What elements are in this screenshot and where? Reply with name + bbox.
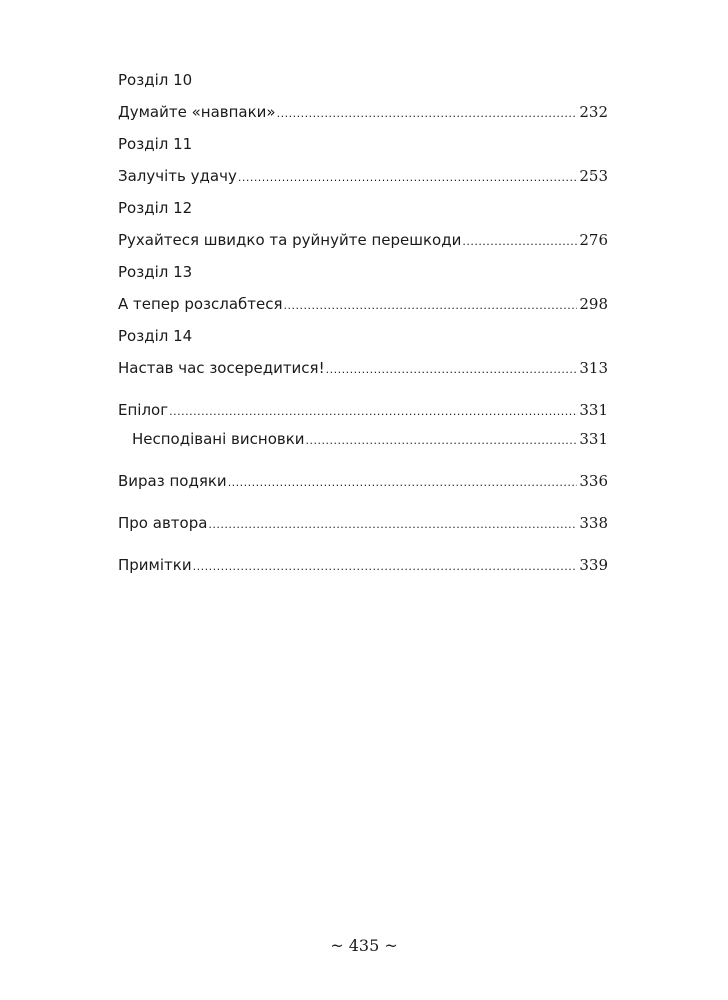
toc-entry-title: Рухайтеся швидко та руйнуйте перешкоди: [118, 231, 462, 249]
leader-dots: [169, 402, 577, 422]
toc-entry-page: 253: [579, 167, 608, 185]
toc-entry-page: 298: [579, 295, 608, 313]
toc-entry-chapter-11[interactable]: [118, 166, 608, 186]
toc-entry-page: 232: [579, 103, 608, 121]
toc-entry-notes[interactable]: [118, 555, 608, 575]
toc-entry-title: Епілог: [118, 401, 169, 419]
chapter-10-label: Розділ 10: [118, 71, 193, 89]
toc-entry-author[interactable]: [118, 513, 608, 533]
leader-dots: [326, 360, 578, 380]
toc-entry-page: 313: [579, 359, 608, 377]
leader-dots: [208, 515, 577, 535]
toc-entry-chapter-14[interactable]: [118, 358, 608, 378]
toc-entry-page: 338: [579, 514, 608, 532]
toc-entry-title: Настав час зосередитися!: [118, 359, 325, 377]
leader-dots: [284, 296, 578, 316]
toc-entry-page: 339: [579, 556, 608, 574]
toc-entry-epilogue[interactable]: [118, 400, 608, 420]
toc-entry-page: 331: [579, 401, 608, 419]
toc-entry-title: Примітки: [118, 556, 192, 574]
toc-entry-page: 336: [579, 472, 608, 490]
toc-entry-title: А тепер розслабтеся: [118, 295, 283, 313]
chapter-12-label: Розділ 12: [118, 199, 193, 217]
toc-entry-title: Залучіть удачу: [118, 167, 237, 185]
toc-entry-title: Вираз подяки: [118, 472, 227, 490]
page-number: ~ 435 ~: [330, 936, 398, 955]
chapter-11-label: Розділ 11: [118, 135, 193, 153]
toc-entry-title: Про автора: [118, 514, 208, 532]
leader-dots: [306, 431, 578, 451]
leader-dots: [277, 104, 578, 124]
toc-entry-thanks[interactable]: [118, 471, 608, 491]
leader-dots: [238, 168, 578, 188]
chapter-13-label: Розділ 13: [118, 263, 193, 281]
toc-entry-page: 331: [579, 430, 608, 448]
toc-entry-page: 276: [579, 231, 608, 249]
toc-entry-chapter-10[interactable]: [118, 102, 608, 122]
toc-entry-chapter-12[interactable]: [118, 230, 608, 250]
toc-entry-chapter-13[interactable]: [118, 294, 608, 314]
toc-entry-epilogue-sub[interactable]: [118, 429, 608, 449]
toc-entry-title: Несподівані висновки: [132, 430, 305, 448]
table-of-contents: [118, 70, 608, 575]
chapter-14-label: Розділ 14: [118, 327, 193, 345]
leader-dots: [193, 557, 578, 577]
leader-dots: [462, 232, 577, 252]
leader-dots: [228, 473, 578, 493]
toc-entry-title: Думайте «навпаки»: [118, 103, 276, 121]
